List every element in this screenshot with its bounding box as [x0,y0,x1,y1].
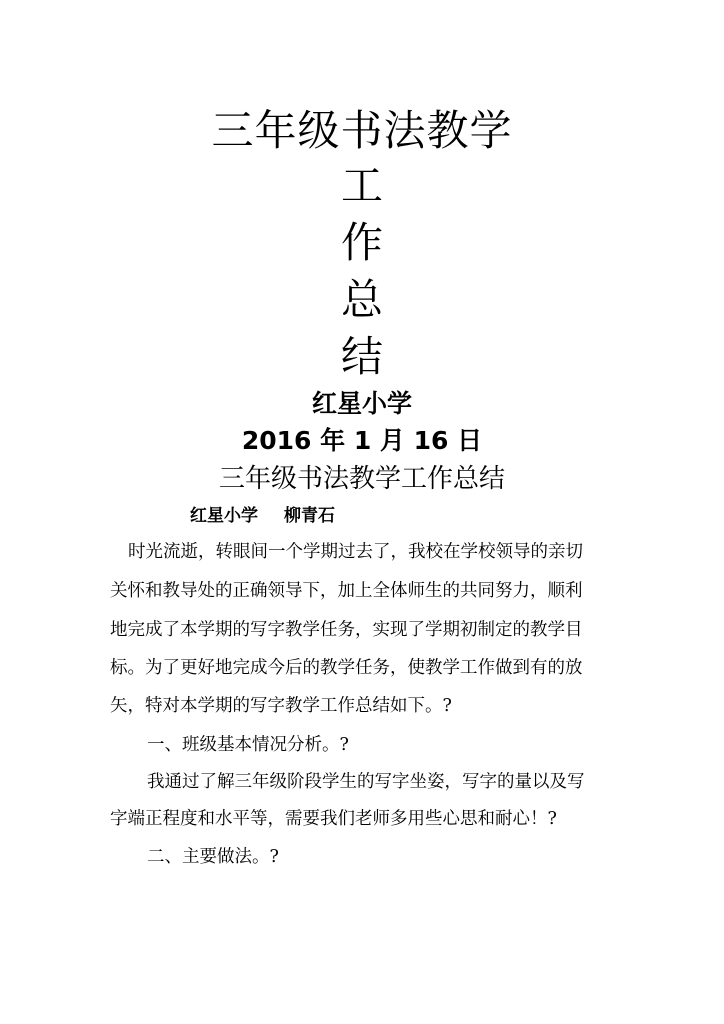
author-school: 红星小学 [190,506,258,526]
document-heading: 三年级书法教学工作总结 [218,464,505,494]
author-line [190,508,335,525]
section-heading: 一、班级基本情况分析。? [147,735,349,755]
author-name: 柳青石 [284,506,335,526]
cover-title-char: 工 [340,161,383,210]
paragraph-line: 矢，特对本学期的写字教学工作总结如下。? [110,696,452,716]
cover-title-char: 作 [340,218,383,267]
cover-school: 红星小学 [311,389,412,418]
paragraph-line: 时光流逝，转眼间一个学期过去了，我校在学校领导的亲切 [128,542,583,562]
paragraph-line: 字端正程度和水平等，需要我们老师多用些心思和耐心！? [110,809,557,829]
paragraph-line: 地完成了本学期的写字教学任务，实现了学期初制定的教学目 [110,620,583,640]
paragraph-line: 标。为了更好地完成今后的教学任务，使教学工作做到有的放 [110,658,583,678]
cover-title-char: 总 [340,275,383,324]
paragraph-line: 我通过了解三年级阶段学生的写字坐姿，写字的量以及写 [147,772,585,792]
paragraph-line: 关怀和教导处的正确领导下，加上全体师生的共同努力，顺利 [110,581,583,601]
section-heading: 二、主要做法。? [147,847,279,867]
cover-title: 三年级书法教学 [211,106,513,155]
cover-title-char: 结 [340,332,383,381]
cover-date: 2016 年 1 月 16 日 [241,426,483,455]
